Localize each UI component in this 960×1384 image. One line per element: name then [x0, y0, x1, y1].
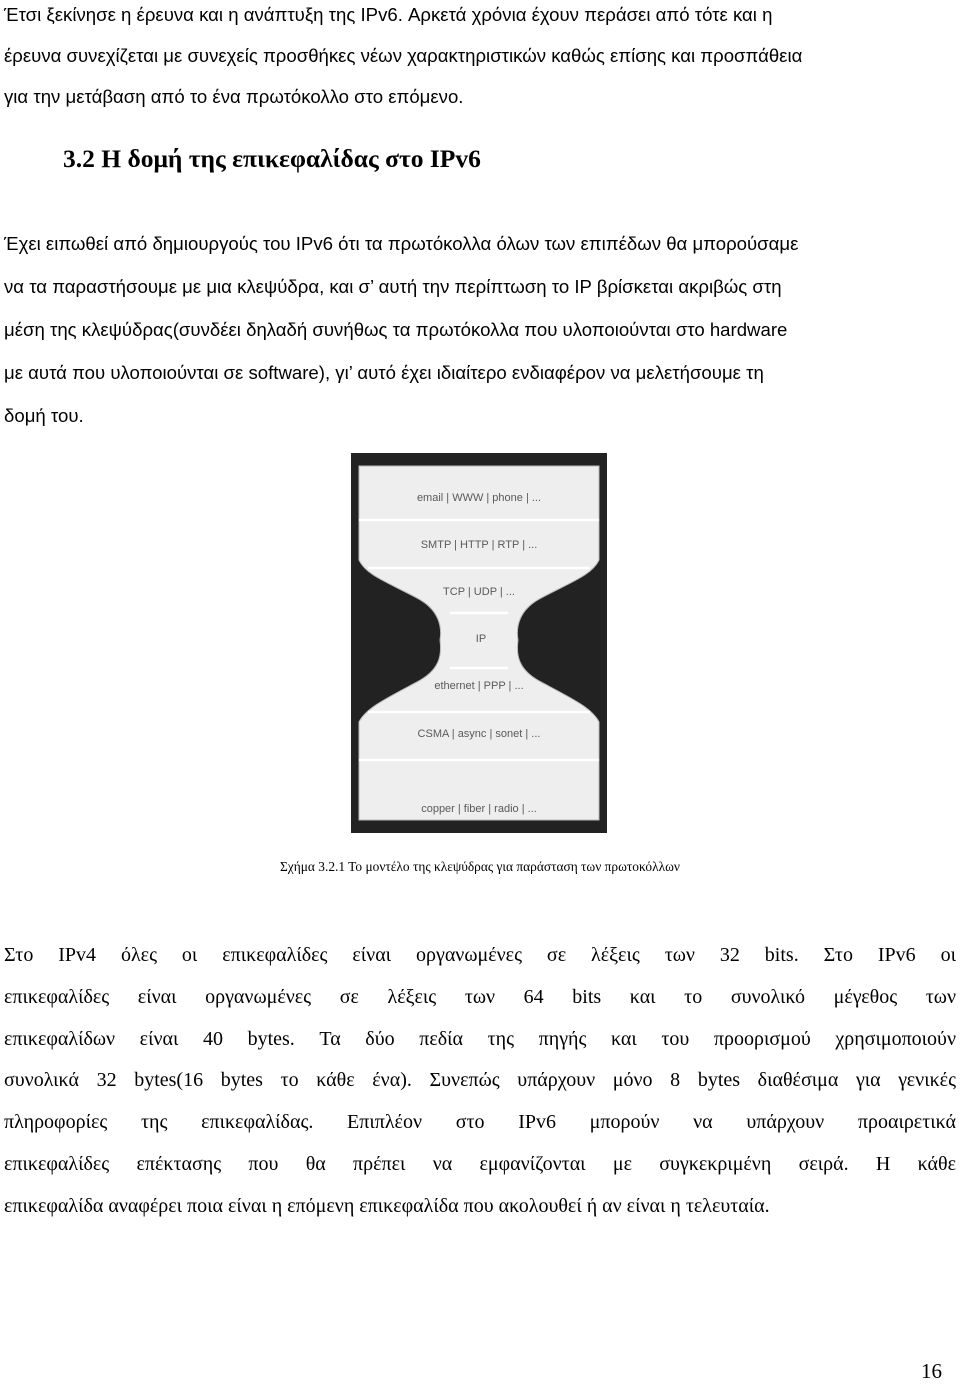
layer-media-access: CSMA | async | sonet | ...: [417, 728, 541, 740]
layer-physical: copper | fiber | radio | ...: [421, 803, 537, 815]
text-line: έρευνα συνεχίζεται με συνεχείς προσθήκες νέων χαρακτηριστικών καθώς επίσης και προσπάθεια: [4, 45, 803, 66]
text-line: συνολικά 32 bytes(16 bytes το κάθε ένα). Συνεπώς υπάρχουν μόνο 8 bytes διαθέσιμα για γενικές: [4, 1069, 956, 1092]
text-line: για την μετάβαση από το ένα πρωτόκολλο στο επόμενο.: [4, 86, 464, 107]
layer-application: email | WWW | phone | ...: [416, 492, 542, 504]
text-line: επικεφαλίδες επέκτασης που θα πρέπει να εμφανίζονται με συγκεκριμένη σειρά. Η κάθε: [4, 1152, 956, 1175]
layer-application-protocols: SMTP | HTTP | RTP | ...: [420, 539, 538, 551]
hourglass-paragraph: [4, 222, 956, 437]
layer-ip: IP: [475, 633, 487, 645]
hourglass-figure: [346, 450, 612, 835]
text-line: με αυτά που υλοποιούνται σε software), γι’ αυτό έχει ιδιαίτερο ενδιαφέρον να μελετήσουμε τη: [4, 362, 764, 383]
section-heading: 3.2 Η δομή της επικεφαλίδας στο IPv6: [63, 144, 481, 173]
header-paragraph: [4, 935, 956, 1228]
hourglass-diagram: [346, 450, 612, 835]
text-line: Έτσι ξεκίνησε η έρευνα και η ανάπτυξη της IPv6. Αρκετά χρόνια έχουν περάσει από τότε και η: [4, 4, 773, 25]
text-line: να τα παραστήσουμε με μια κλεψύδρα, και σ’ αυτή την περίπτωση το IP βρίσκεται ακριβώς στη: [4, 276, 782, 297]
text-line: Στο IPv4 όλες οι επικεφαλίδες είναι οργανωμένες σε λέξεις των 32 bits. Στο IPv6 οι: [4, 944, 956, 966]
text-line: δομή του.: [4, 405, 84, 426]
text-line: πληροφορίες της επικεφαλίδας. Επιπλέον στο IPv6 μπορούν να υπάρχουν προαιρετικά: [4, 1111, 956, 1134]
layer-transport: TCP | UDP | ...: [443, 586, 515, 598]
layer-link: ethernet | PPP | ...: [434, 680, 524, 692]
text-line: Έχει ειπωθεί από δημιουργούς του IPv6 ότι τα πρωτόκολλα όλων των επιπέδων θα μπορούσαμε: [4, 233, 799, 254]
text-line: επικεφαλίδων είναι 40 bytes. Τα δύο πεδία της πηγής και του προορισμού χρησιμοποιούν: [4, 1027, 956, 1050]
page-number: 16: [921, 1359, 942, 1383]
text-line: επικεφαλίδες είναι οργανωμένες σε λέξεις των 64 bits και το συνολικό μέγεθος των: [4, 985, 956, 1008]
figure-caption: Σχήμα 3.2.1 Το μοντέλο της κλεψύδρας για παράσταση των πρωτοκόλλων: [280, 859, 680, 874]
text-line: μέση της κλεψύδρας(συνδέει δηλαδή συνήθως τα πρωτόκολλα που υλοποιούνται στο hardware: [4, 319, 788, 340]
text-line: επικεφαλίδα αναφέρει ποια είναι η επόμενη επικεφαλίδα που ακολουθεί ή αν είναι η τελευταία.: [4, 1194, 770, 1217]
intro-paragraph: [4, 0, 956, 117]
